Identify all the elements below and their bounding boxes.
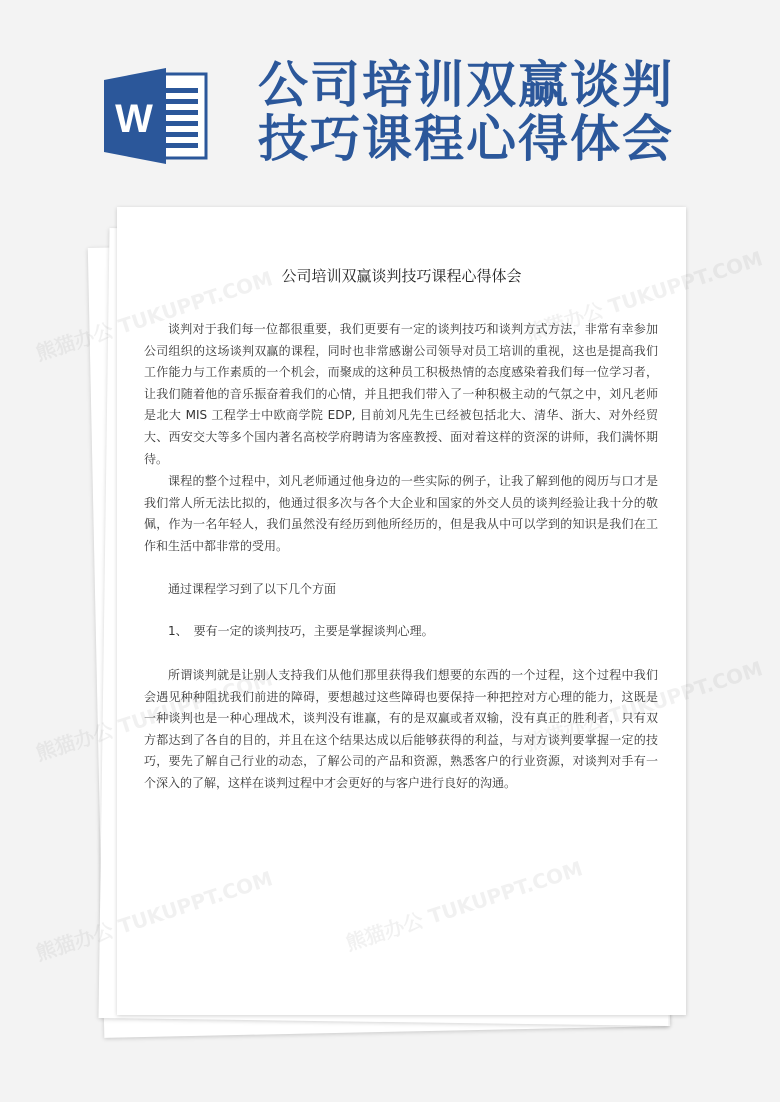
- banner-title-line-1: 公司培训双赢谈判: [258, 55, 674, 114]
- word-document-icon: [104, 66, 210, 166]
- paragraph-course: 课程的整个过程中，刘凡老师通过他身边的一些实际的例子，让我了解到他的阅历与口才是我们常人所无法比拟的，他通过很多次与各个大企业和国家的外交人员的谈判经验让我十分的敬佩，作为一名年轻人，我们虽然没有经历到他所经历的，但是我从中可以学到的知识是我们在工作和生活中都非常的受用。: [144, 474, 658, 553]
- paragraph-intro: 谈判对于我们每一位都很重要，我们更要有一定的谈判技巧和谈判方式方法，非常有幸参加公司组织的这场谈判双赢的课程，同时也非常感谢公司领导对员工培训的重视，这也是提高我们工作能力与工作素质的一个机会，而聚成的这种员工积极热情的态度感染着我们每一位学习者，让我们随着他的音乐振奋着我们的心情，并且把我们带入了一种积极主动的气氛之中，刘凡老师是北大 MIS 工程学士中欧商学院 EDP, 目前刘凡先生已经被包括北大、清华、浙大、对外经贸大、西安交大等多个国内著名高校学府聘请为客座教授、面对着这样的资深的讲师，我们满怀期待。: [144, 322, 658, 466]
- banner-title-line-2: 技巧课程心得体会: [258, 109, 674, 168]
- watermark: 熊猫办公: [32, 918, 117, 966]
- word-icon-letter: W: [115, 97, 153, 141]
- header: [0, 0, 780, 200]
- list-item-1: 1、 要有一定的谈判技巧，主要是掌握谈判心理。: [168, 624, 434, 638]
- document-title: 公司培训双赢谈判技巧课程心得体会: [281, 267, 522, 285]
- watermark: 熊猫办公: [32, 718, 117, 766]
- paragraph-negotiation: 所谓谈判就是让别人支持我们从他们那里获得我们想要的东西的一个过程，这个过程中我们会遇见种种阻扰我们前进的障碍，要想越过这些障碍也要保持一种把控对方心理的能力，这既是一种谈判也是一种心理战术，谈判没有谁赢，有的是双赢或者双输，没有真正的胜利者，只有双方都达到了各自的目的，并且在这个结果达成以后能够获得的利益，与对方谈判要掌握一定的技巧，要先了解自己行业的动态，了解公司的产品和资源，熟悉客户的行业资源，对谈判对手有一个深入的了解，这样在谈判过程中才会更好的与客户进行良好的沟通。: [144, 668, 658, 790]
- watermark: 熊猫办公: [32, 318, 117, 366]
- document-page: [117, 207, 686, 1015]
- paragraph-summary-heading: 通过课程学习到了以下几个方面: [168, 582, 337, 596]
